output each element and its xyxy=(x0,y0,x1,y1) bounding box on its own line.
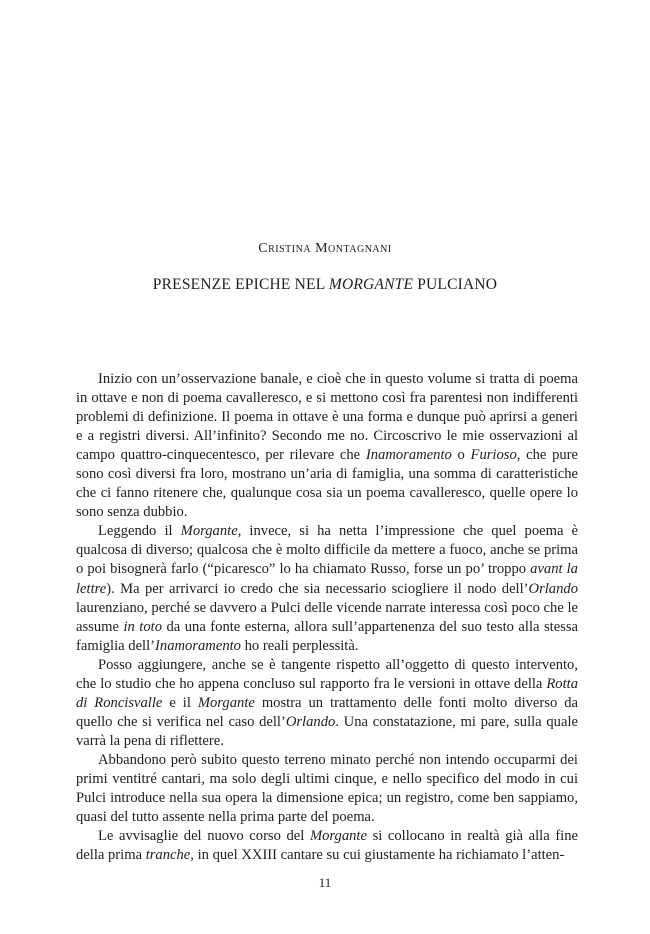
italic-span: in toto xyxy=(123,618,162,635)
paragraph xyxy=(76,751,578,827)
author-name: Cristina Montagnani xyxy=(258,241,392,256)
title-text-after: PULCIANO xyxy=(413,276,498,293)
italic-span: Morgante xyxy=(180,523,238,540)
italic-span: Rotta di Roncisvalle xyxy=(76,675,578,711)
italic-span: Morgante xyxy=(197,694,255,711)
italic-span: Morgante xyxy=(309,828,367,845)
text-span: . Una constatazione, mi pare, sulla quale varrà la pena di riflettere. xyxy=(76,713,578,749)
paragraph xyxy=(76,522,578,655)
text-span: mostra un trattamento delle fonti molto diverso da quello che si verifica nel caso dell’ xyxy=(76,694,578,730)
title-text-before: PRESENZE EPICHE NEL xyxy=(152,276,329,293)
text-span: Leggendo il xyxy=(98,523,181,540)
paragraph xyxy=(76,656,578,751)
italic-span: Orlando xyxy=(285,713,336,730)
body-text xyxy=(76,370,578,865)
paragraph xyxy=(76,827,578,865)
title-italic-work: MORGANTE xyxy=(328,276,414,293)
text-span: Posso aggiungere, anche se è tangente rispetto all’oggetto di questo intervento, che lo studio che ho appena concluso sul rapporto fra le versioni in ottave della xyxy=(76,656,578,692)
italic-span: Inamoramento xyxy=(365,447,452,464)
page-number: 11 xyxy=(318,875,332,890)
text-span: Abbandono però subito questo terreno minato perché non intendo occuparmi dei primi ventitré cantari, ma solo degli ultimi cinque, e nello specifico del modo in cui Pulci introduce nella sua opera la dimensione epica; un registro, come ben sappiamo, quasi del tutto assente nella prima parte del poema. xyxy=(76,751,578,826)
italic-span: Inamoramento xyxy=(155,637,241,654)
text-span: laurenziano, perché se davvero a Pulci delle vicende narrate interessa così poco che le assume xyxy=(76,599,578,635)
text-span: o xyxy=(451,447,471,464)
paragraph xyxy=(76,370,578,522)
text-span: e il xyxy=(162,694,198,711)
italic-span: avant la lettre xyxy=(76,561,578,597)
italic-span: Orlando xyxy=(528,580,578,597)
italic-span: Furioso xyxy=(470,447,517,464)
text-span: , in quel XXIII cantare su cui giustamente ha richiamato l’atten- xyxy=(190,847,565,864)
text-span: Le avvisaglie del nuovo corso del xyxy=(98,828,310,845)
text-span: ho reali perplessità. xyxy=(240,637,359,654)
text-span: si collocano in realtà già alla fine della prima xyxy=(76,828,579,864)
chapter-title xyxy=(0,276,650,294)
text-span: Inizio con un’osservazione banale, e cioè che in questo volume si tratta di poema in ottave e non di poema cavalleresco, e si mettono così fra parentesi non indifferenti problemi di definizione. Il poema in ottave è una forma e dunque può aprirsi a generi e a registri diversi. All’infinito? Secondo me no. Circoscrivo le mie osservazioni al campo quattro-cinquecentesco, per rilevare che xyxy=(76,371,578,464)
italic-span: tranche xyxy=(145,847,191,864)
text-span: , che pure sono così diversi fra loro, mostrano un’aria di famiglia, una somma di caratteristiche che ci fanno ritenere che, qualunque cosa sia un poema cavalleresco, quelle opere lo sono senza dubbio. xyxy=(76,447,578,521)
text-span: , invece, si ha netta l’impressione che quel poema è qualcosa di diverso; qualcosa che è molto difficile da mettere a fuoco, anche se prima o poi bisognerà farlo (“picaresco” lo ha chiamato Russo, forse un po’ troppo xyxy=(76,523,579,578)
text-span: da una fonte esterna, allora sull’appartenenza del suo testo alla stessa famiglia dell’ xyxy=(76,618,579,654)
text-span: ). Ma per arrivarci io credo che sia necessario sciogliere il nodo dell’ xyxy=(106,580,529,597)
